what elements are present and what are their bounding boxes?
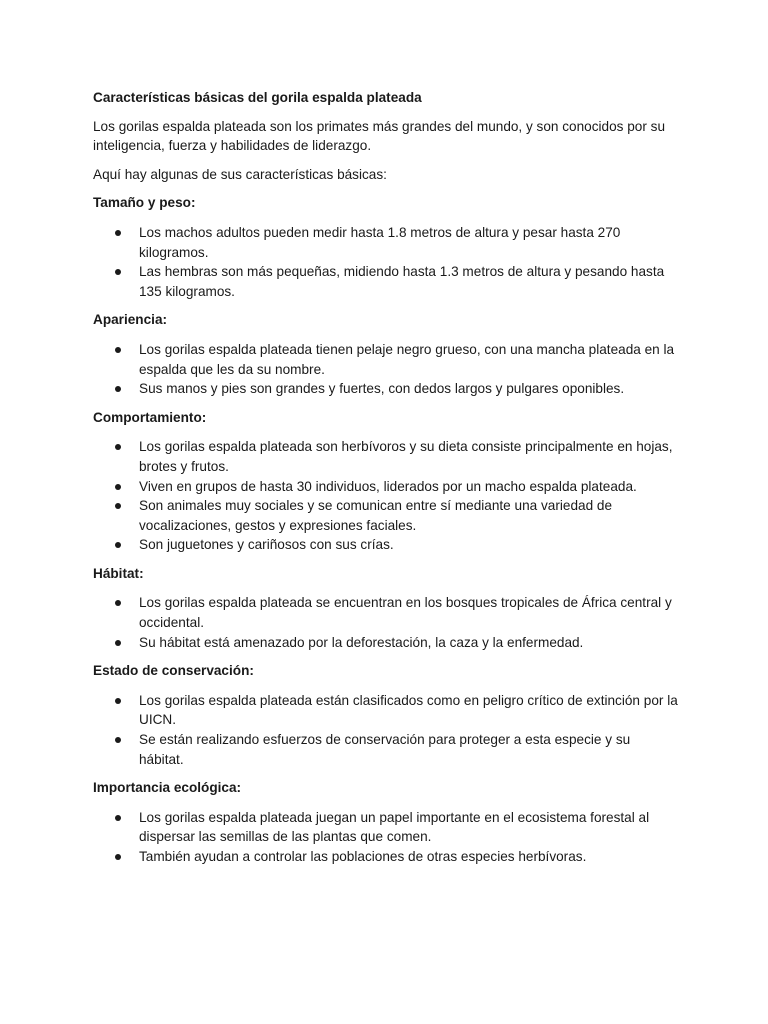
- bullet-icon: [115, 854, 121, 860]
- sections-container: [93, 193, 678, 866]
- bullet-icon: [115, 698, 121, 704]
- bullet-icon: [115, 640, 121, 646]
- list-item-text: Los gorilas espalda plateada tienen pelaje negro grueso, con una mancha plateada en la espalda que les da su nombre.: [139, 341, 675, 377]
- list-item: [93, 437, 678, 476]
- section-heading: Hábitat:: [93, 565, 144, 581]
- list-item: [93, 340, 678, 379]
- list-item: [93, 379, 678, 399]
- list-item: [93, 808, 678, 847]
- list-item: [93, 223, 678, 262]
- list-item-text: Las hembras son más pequeñas, midiendo hasta 1.3 metros de altura y pesando hasta 135 kilogramos.: [139, 264, 665, 299]
- list-item: [93, 633, 678, 653]
- list-item: [93, 730, 678, 769]
- bullet-icon: [115, 600, 121, 606]
- list-item-text: Los gorilas espalda plateada se encuentran en los bosques tropicales de África central y occidental.: [139, 595, 672, 631]
- bullet-icon: [115, 269, 121, 275]
- bullet-list: [93, 223, 678, 301]
- bullet-icon: [115, 737, 121, 743]
- list-item: [93, 593, 678, 632]
- bullet-list: [93, 593, 678, 652]
- section-heading: Tamaño y peso:: [93, 195, 196, 211]
- list-item-text: También ayudan a controlar las poblaciones de otras especies herbívoras.: [139, 849, 587, 864]
- intro-paragraph: Los gorilas espalda plateada son los primates más grandes del mundo, y son conocidos por su inteligencia, fuerza y habilidades de liderazgo.: [93, 118, 666, 154]
- list-item: [93, 691, 678, 730]
- list-item-text: Viven en grupos de hasta 30 individuos, liderados por un macho espalda plateada.: [139, 478, 637, 494]
- bullet-icon: [115, 503, 121, 509]
- section-heading: Apariencia:: [93, 312, 168, 328]
- list-item-text: Son animales muy sociales y se comunican entre sí mediante una variedad de vocalizaciones, gestos y expresiones faciales.: [139, 498, 613, 533]
- bullet-icon: [115, 542, 121, 548]
- bullet-icon: [115, 815, 121, 821]
- bullet-icon: [115, 347, 121, 353]
- bullet-icon: [115, 484, 121, 490]
- section-heading: Importancia ecológica:: [93, 780, 242, 796]
- list-item-text: Se están realizando esfuerzos de conservación para proteger a esta especie y su hábitat.: [139, 732, 631, 767]
- list-item: [93, 535, 678, 555]
- bullet-list: [93, 691, 678, 769]
- list-item: [93, 477, 678, 497]
- list-item-text: Sus manos y pies son grandes y fuertes, con dedos largos y pulgares oponibles.: [139, 381, 625, 397]
- bullet-list: [93, 808, 678, 867]
- bullet-icon: [115, 386, 121, 392]
- bullet-icon: [115, 230, 121, 236]
- section-heading: Estado de conservación:: [93, 663, 254, 679]
- list-item-text: Su hábitat está amenazado por la deforestación, la caza y la enfermedad.: [139, 634, 584, 650]
- bullet-icon: [115, 444, 121, 450]
- list-item-text: Los gorilas espalda plateada están clasificados como en peligro crítico de extinción por la UICN.: [139, 692, 678, 728]
- document-title: Características básicas del gorila espalda plateada: [93, 90, 422, 105]
- section-heading: Comportamiento:: [93, 409, 207, 425]
- list-item: [93, 496, 678, 535]
- lead-paragraph: Aquí hay algunas de sus características básicas:: [93, 166, 387, 182]
- list-item-text: Los gorilas espalda plateada son herbívoros y su dieta consiste principalmente en hojas, brotes y frutos.: [139, 439, 673, 474]
- list-item: [93, 262, 678, 301]
- list-item-text: Los machos adultos pueden medir hasta 1.8 metros de altura y pesar hasta 270 kilogramos.: [139, 224, 621, 260]
- list-item-text: Los gorilas espalda plateada juegan un papel importante en el ecosistema forestal al dispersar las semillas de las plantas que comen.: [139, 809, 650, 845]
- bullet-list: [93, 340, 678, 399]
- list-item-text: Son juguetones y cariñosos con sus crías.: [139, 537, 394, 553]
- bullet-list: [93, 437, 678, 555]
- list-item: [93, 847, 678, 867]
